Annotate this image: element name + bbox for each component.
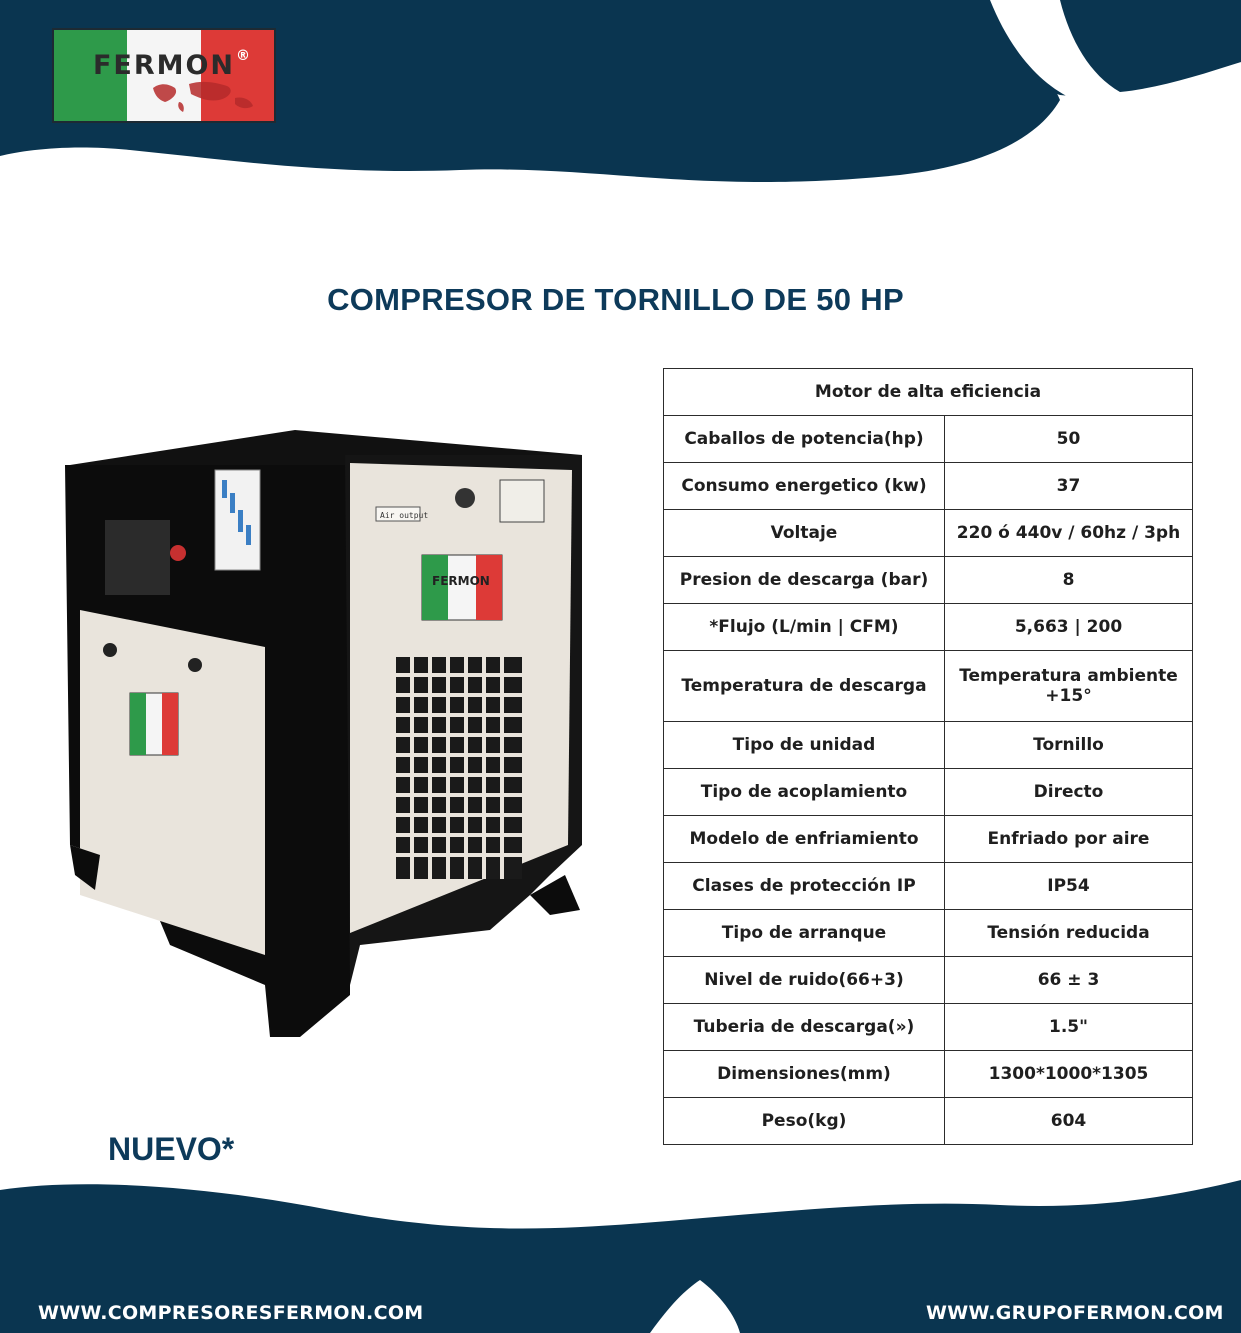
spec-value: 37 — [945, 463, 1193, 510]
new-badge: NUEVO* — [108, 1131, 235, 1167]
spec-table — [663, 368, 1193, 1145]
page-title: COMPRESOR DE TORNILLO DE 50 HP — [327, 282, 904, 317]
table-row — [664, 957, 1193, 1004]
spec-value: 1300*1000*1305 — [945, 1051, 1193, 1098]
spec-key: Nivel de ruido(66+3) — [664, 957, 945, 1004]
spec-key: Tipo de arranque — [664, 910, 945, 957]
spec-key: Modelo de enfriamiento — [664, 816, 945, 863]
spec-value: Directo — [945, 769, 1193, 816]
spec-key: Tipo de acoplamiento — [664, 769, 945, 816]
spec-key: Caballos de potencia(hp) — [664, 416, 945, 463]
footer-link-grupo[interactable]: WWW.GRUPOFERMON.COM — [926, 1302, 1224, 1324]
table-row — [664, 510, 1193, 557]
table-row — [664, 416, 1193, 463]
spec-key: Clases de protección IP — [664, 863, 945, 910]
spec-key: Voltaje — [664, 510, 945, 557]
panel-logo-text: FERMON — [432, 574, 490, 588]
spec-key: Tuberia de descarga(») — [664, 1004, 945, 1051]
spec-key: Presion de descarga (bar) — [664, 557, 945, 604]
spec-key: Consumo energetico (kw) — [664, 463, 945, 510]
grille — [396, 657, 522, 879]
spec-value: Tensión reducida — [945, 910, 1193, 957]
spec-value: 50 — [945, 416, 1193, 463]
table-row — [664, 1098, 1193, 1145]
spec-key: Dimensiones(mm) — [664, 1051, 945, 1098]
table-row — [664, 863, 1193, 910]
fermon-logo — [52, 28, 276, 123]
registered-mark: ® — [236, 48, 250, 64]
table-row — [664, 604, 1193, 651]
table-row — [664, 463, 1193, 510]
spec-value: 8 — [945, 557, 1193, 604]
spec-key: Tipo de unidad — [664, 722, 945, 769]
table-row — [664, 557, 1193, 604]
footer-link-compresores[interactable]: WWW.COMPRESORESFERMON.COM — [38, 1302, 424, 1324]
table-row — [664, 1004, 1193, 1051]
table-row — [664, 910, 1193, 957]
logo-text: FERMON — [92, 50, 236, 81]
spec-value: Tornillo — [945, 722, 1193, 769]
spec-value: 66 ± 3 — [945, 957, 1193, 1004]
spec-key: Peso(kg) — [664, 1098, 945, 1145]
table-row — [664, 1051, 1193, 1098]
spec-key: Temperatura de descarga — [664, 651, 945, 722]
table-row — [664, 651, 1193, 722]
spec-value: Enfriado por aire — [945, 816, 1193, 863]
spec-value: 604 — [945, 1098, 1193, 1145]
spec-header-row — [664, 369, 1193, 416]
spec-value: 5,663 | 200 — [945, 604, 1193, 651]
spec-key: *Flujo (L/min | CFM) — [664, 604, 945, 651]
spec-value: IP54 — [945, 863, 1193, 910]
spec-value: 1.5" — [945, 1004, 1193, 1051]
table-row — [664, 816, 1193, 863]
spec-value: 220 ó 440v / 60hz / 3ph — [945, 510, 1193, 557]
world-map-icon — [149, 78, 259, 114]
spec-header: Motor de alta eficiencia — [664, 369, 1193, 416]
spec-value: Temperatura ambiente +15° — [945, 651, 1193, 722]
compressor-image — [60, 425, 590, 1045]
air-output-label: Air output — [380, 511, 429, 520]
table-row — [664, 769, 1193, 816]
table-row — [664, 722, 1193, 769]
